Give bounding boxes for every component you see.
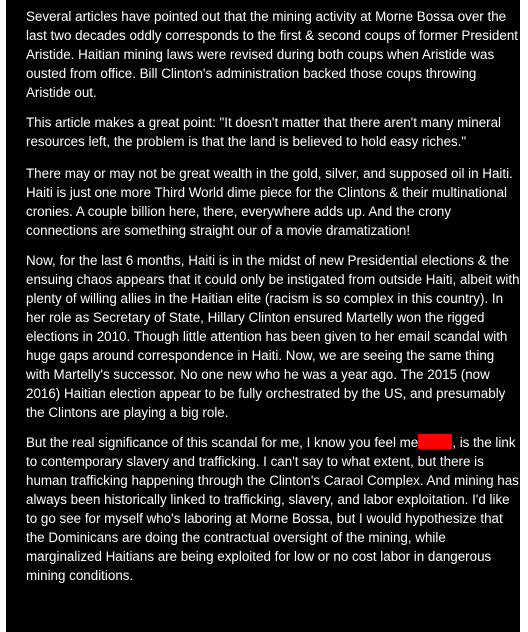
paragraph-trafficking-rest: , is the link to contemporary slavery and trafficking. I can't say to what extent, but there is human trafficking happening through the Clinton's Caraol Complex. And mining has always been historically linked to trafficking, slavery, and labor exploitation. I'd like to go see for myself who's laboring at Morne Bossa, but I would hypothesize that the Dominicans are doing the contractual oversight of the mining, while marginalized Haitians are being exploited for low or no cost labor in dangerous mining conditions.	[26, 435, 519, 583]
paragraph-mining-coups: Several articles have pointed out that the mining activity at Morne Bossa over the last two decades oddly corresponds to the first & second coups of former President Aristide. Haitian mining laws were revised during both coups when Aristide was ousted from office. Bill Clinton's administration backed those coups throwing Aristide out.	[26, 9, 518, 100]
paragraph-trafficking	[26, 433, 520, 585]
post-body	[26, 7, 520, 596]
paragraph-elections: Now, for the last 6 months, Haiti is in the midst of new Presidential elections & the ensuing chaos appears that it could only be instigated from outside Haiti, albeit with plenty of willing allies in the Haitian elite (racism is so complex in this country). In her role as Secretary of State, Hillary Clinton ensured Martelly won the rigged elections in 2010. Though little attention has been given to her email scandal with huge gaps around correspondence in Haiti. Now, we are seeing the same thing with Martelly's successor. No one new who he was a year ago. The 2015 (now 2016) Haitian election appear to be fully orchestrated by the US, and presumably the Clintons are playing a big role.	[26, 253, 520, 420]
post-panel	[6, 0, 520, 632]
redaction-box	[418, 434, 452, 449]
paragraph-wealth: There may or may not be great wealth in the gold, silver, and supposed oil in Haiti. Haiti is just one more Third World dime piece for the Clintons & their multinational cronies. A couple billion here, there, everywhere adds up. And the crony connections are something straight our of a movie dramatization!	[26, 166, 513, 238]
paragraph-article-quote: This article makes a great point: "It doesn't matter that there aren't many mineral resources left, the problem is that the land is believed to hold easy riches."	[26, 115, 502, 149]
paragraph-trafficking-lead: But the real significance of this scandal for me, I know you feel me	[26, 435, 419, 450]
